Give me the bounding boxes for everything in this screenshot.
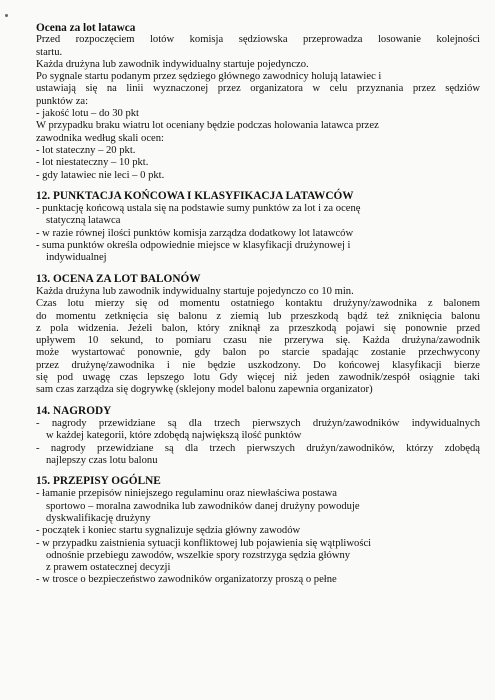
- paragraph-line: do momentu zetknięcia się balonu z ziemią lub przeszkodą bądź też zniknięcia balonu: [36, 310, 480, 322]
- list-item: - łamanie przepisów niniejszego regulaminu oraz niewłaściwa postawa: [36, 488, 337, 500]
- paragraph-line: Każda drużyna lub zawodnik indywidualny startuje pojedynczo.: [36, 58, 309, 70]
- paragraph-line: Czas lotu mierzy się od momentu ostatniego kontaktu drużyny/zawodnika z balonem: [36, 298, 480, 310]
- list-item: - w trosce o bezpieczeństwo zawodników organizatorzy proszą o pełne: [36, 574, 337, 586]
- list-item-continuation: sportowo – moralna zawodnika lub zawodników danej drużyny powoduje: [46, 500, 360, 512]
- kite-rating-title: Ocena za lot latawca: [36, 22, 136, 34]
- list-item: - punktację końcową ustala się na podstawie sumy punktów za lot i za ocenę: [36, 203, 361, 215]
- paragraph-line: z pola widzenia. Jeżeli balon, który zniknął za przeszkodą pojawi się ponownie przed: [36, 322, 480, 334]
- list-item: - lot stateczny – 20 pkt.: [36, 144, 136, 156]
- paragraph-line: W przypadku braku wiatru lot oceniany będzie podczas holowania latawca przez: [36, 120, 379, 132]
- list-item-continuation: w każdej kategorii, które zdobędą największą ilość punktów: [46, 430, 302, 442]
- list-item-continuation: z prawem ostatecznej decyzji: [46, 562, 171, 574]
- section-heading: 12. PUNKTACJA KOŃCOWA I KLASYFIKACJA LATAWCÓW: [36, 189, 354, 202]
- section-15: [36, 475, 480, 587]
- paragraph-line: przez drużynę/zawodnika i nie będzie uszkodzony. Do końcowej klasyfikacji bierze: [36, 359, 480, 371]
- paragraph-line: startu.: [36, 46, 63, 58]
- section-heading: 14. NAGRODY: [36, 404, 112, 417]
- list-item-continuation: indywidualnej: [46, 252, 107, 264]
- scan-speck: [5, 14, 8, 17]
- section-heading: 15. PRZEPISY OGÓLNE: [36, 475, 161, 488]
- paragraph-line: sam czas zarządza się dogrywkę (sklejony model balonu zapewnia organizator): [36, 384, 373, 396]
- list-item-continuation: statyczną latawca: [46, 215, 121, 227]
- paragraph-line: ustawiają się na linii wyznaczonej przez organizatora w celu przyznania przez sędziów: [36, 83, 480, 95]
- list-item-continuation: odnośnie przebiegu zawodów, wszelkie spory rozstrzyga sędzia główny: [46, 549, 351, 561]
- list-item: - początek i koniec startu sygnalizuje sędzia główny zawodów: [36, 525, 301, 537]
- section-heading: 13. OCENA ZA LOT BALONÓW: [36, 272, 201, 285]
- paragraph-line: Przed rozpoczęciem lotów komisja sędziowska przeprowadza losowanie kolejności: [36, 34, 480, 46]
- list-item: - suma punktów określa odpowiednie miejsce w klasyfikacji drużynowej i: [36, 240, 351, 252]
- paragraph-line: punktów za:: [36, 95, 89, 107]
- section-14: [36, 405, 480, 467]
- list-item: - gdy latawiec nie leci – 0 pkt.: [36, 169, 165, 181]
- list-item: - nagrody przewidziane są dla trzech pierwszych drużyn/zawodników, którzy zdobędą: [36, 442, 480, 454]
- list-item: - nagrody przewidziane są dla trzech pierwszych drużyn/zawodników indywidualnych: [36, 417, 480, 429]
- section-12: [36, 190, 480, 265]
- list-item: - w razie równej ilości punktów komisja zarządza dodatkowy lot latawców: [36, 227, 354, 239]
- paragraph-line: Po sygnale startu podanym przez sędziego głównego zawodnicy holują latawiec i: [36, 71, 382, 83]
- paragraph-line: upływem 10 sekund, to pomiaru czasu nie przerywa się. Każda drużyna/zawodnik: [36, 335, 480, 347]
- document-page: [36, 22, 480, 587]
- paragraph-line: zawodnika według skali ocen:: [36, 132, 164, 144]
- paragraph-line: Każda drużyna lub zawodnik indywidualny startuje pojedynczo co 10 min.: [36, 285, 354, 297]
- list-item: - lot niestateczny – 10 pkt.: [36, 157, 149, 169]
- list-item: - jakość lotu – do 30 pkt: [36, 108, 139, 120]
- list-item-continuation: dyskwalifikację drużyny: [46, 512, 151, 524]
- section-13: [36, 273, 480, 397]
- paragraph-line: się pod uwagę czas lepszego lotu Gdy więcej niż jeden zawodnik/zespół osiągnie taki: [36, 372, 480, 384]
- kite-rating-section: [36, 22, 480, 182]
- list-item: - w przypadku zaistnienia sytuacji konfliktowej lub pojawienia się wątpliwości: [36, 537, 372, 549]
- paragraph-line: może wystartować ponownie, gdy balon po starcie spadając zostanie przechwycony: [36, 347, 480, 359]
- list-item-continuation: najlepszy czas lotu balonu: [46, 454, 158, 466]
